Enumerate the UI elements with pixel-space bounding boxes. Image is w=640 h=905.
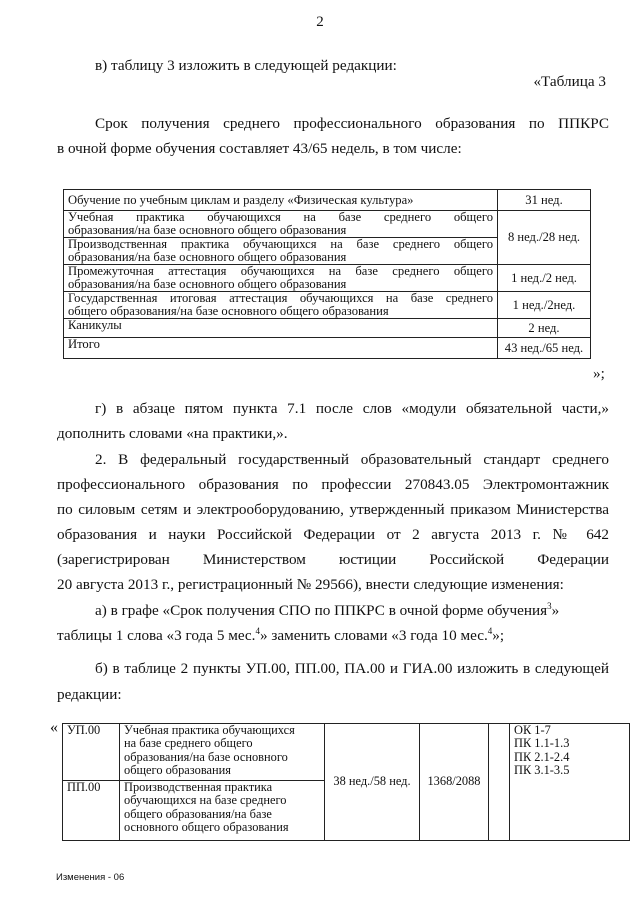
paragraph-2-line-1: 2. В федеральный государственный образовательный стандарт среднего — [95, 451, 609, 468]
table3-cell-value: 43 нед./65 нед. — [498, 338, 591, 359]
table3-cell-label: Обучение по учебным циклам и разделу «Физическая культура» — [64, 190, 498, 211]
table3-cell-label: Каникулы — [64, 319, 498, 338]
table2-hours: 1368/2088 — [420, 724, 489, 841]
paragraph-a-text: »; — [492, 627, 505, 644]
term-line-1: Срок получения среднего профессионального образования по ППКРС — [95, 115, 609, 132]
term-line-2: в очной форме обучения составляет 43/65 недель, в том числе: — [57, 140, 462, 157]
paragraph-v: в) таблицу 3 изложить в следующей редакции: — [95, 57, 397, 74]
cell-line: Производственная практика обучающихся на базе среднего общего — [68, 237, 493, 251]
cell-line: ОК 1-7 — [514, 723, 551, 737]
table3-cell-label — [64, 292, 498, 319]
cell-line: ПК 3.1-3.5 — [514, 763, 570, 778]
table2-code: ПП.00 — [63, 781, 120, 841]
paragraph-a-text: » заменить словами «3 года 10 мес. — [259, 627, 488, 644]
cell-line: на базе среднего общего — [124, 736, 253, 751]
table3-row — [64, 292, 591, 319]
table2-description — [120, 781, 325, 841]
cell-line: Учебная практика обучающихся — [124, 723, 295, 737]
cell-line: ПК 1.1-1.3 — [514, 736, 570, 751]
paragraph-2-line-3: по силовым сетям и электрооборудованию, утвержденный приказом Министерства — [57, 501, 609, 518]
table-2 — [62, 723, 630, 841]
table2-description — [120, 724, 325, 781]
cell-line: основного общего образования — [124, 820, 289, 835]
table3-cell-value: 31 нед. — [498, 190, 591, 211]
paragraph-a-text: таблицы 1 слова «3 года 5 мес. — [57, 627, 256, 644]
table2-open-quote: « — [50, 719, 58, 736]
table2-empty-cell — [489, 724, 510, 841]
cell-line: ПК 2.1-2.4 — [514, 749, 570, 764]
cell-line: образования/на базе основного общего образования — [68, 250, 347, 264]
cell-line: образования/на базе основного общего образования — [68, 277, 347, 291]
table3-row — [64, 190, 591, 211]
table-3 — [63, 189, 591, 359]
footer: Изменения - 06 — [56, 872, 125, 883]
paragraph-2-line-2: профессионального образования по профессии 270843.05 Электромонтажник — [57, 476, 609, 493]
table3-cell-value: 1 нед./2 нед. — [498, 265, 591, 292]
table2-competencies — [510, 724, 630, 841]
cell-line: обучающихся на базе среднего — [124, 793, 287, 808]
table3-cell-value: 2 нед. — [498, 319, 591, 338]
footnote-mark: 4 — [487, 625, 493, 636]
paragraph-b-line-1: б) в таблице 2 пункты УП.00, ПП.00, ПА.00 и ГИА.00 изложить в следующей — [95, 660, 609, 677]
cell-line: Промежуточная аттестация обучающихся на базе среднего общего — [68, 264, 493, 278]
table3-cell-value: 8 нед./28 нед. — [498, 211, 591, 265]
cell-line: Учебная практика обучающихся на базе среднего общего — [68, 210, 493, 224]
cell-line: общего образования/на базе — [124, 806, 272, 821]
paragraph-b-line-2: редакции: — [57, 686, 122, 703]
table3-row — [64, 338, 591, 359]
table3-cell-label — [64, 265, 498, 292]
table3-cell-value: 1 нед./2нед. — [498, 292, 591, 319]
footnote-mark: 3 — [547, 600, 552, 611]
cell-line: образования/на базе основного — [124, 749, 288, 764]
table3-row — [64, 211, 591, 238]
table3-caption: «Таблица 3 — [533, 73, 606, 90]
cell-line: образования/на базе основного общего образования — [68, 223, 347, 237]
page-number: 2 — [316, 14, 324, 30]
cell-line: общего образования — [124, 763, 231, 778]
table3-cell-label: Итого — [64, 338, 498, 359]
paragraph-2-line-6: 20 августа 2013 г., регистрационный № 29566), внести следующие изменения: — [57, 576, 564, 593]
paragraph-2-line-4: образования и науки Российской Федерации от 2 августа 2013 г. № 642 — [57, 526, 609, 543]
table2-code: УП.00 — [63, 724, 120, 781]
table3-row — [64, 265, 591, 292]
table3-cell-label — [64, 211, 498, 238]
table3-row — [64, 319, 591, 338]
table2-weeks: 38 нед./58 нед. — [325, 724, 420, 841]
footnote-mark: 4 — [255, 625, 260, 636]
paragraph-a-text: » — [551, 602, 560, 619]
cell-line: Государственная итоговая аттестация обучающихся на базе среднего — [68, 291, 493, 305]
table2-row — [63, 724, 630, 781]
paragraph-a-text: а) в графе «Срок получения СПО по ППКРС в очной форме обучения — [95, 602, 548, 619]
paragraph-2-line-5: (зарегистрирован Министерством юстиции Российской Федерации — [57, 551, 609, 568]
paragraph-g-line-1: г) в абзаце пятом пункта 7.1 после слов «модули обязательной части,» — [95, 400, 609, 417]
cell-line: Производственная практика — [124, 780, 273, 794]
table3-closing: »; — [593, 365, 605, 382]
table3-cell-label — [64, 238, 498, 265]
cell-line: общего образования/на базе основного общего образования — [68, 304, 389, 318]
paragraph-g-line-2: дополнить словами «на практики,». — [57, 425, 288, 442]
paragraph-a-line-2 — [57, 627, 504, 645]
paragraph-a-line-1 — [95, 602, 559, 620]
